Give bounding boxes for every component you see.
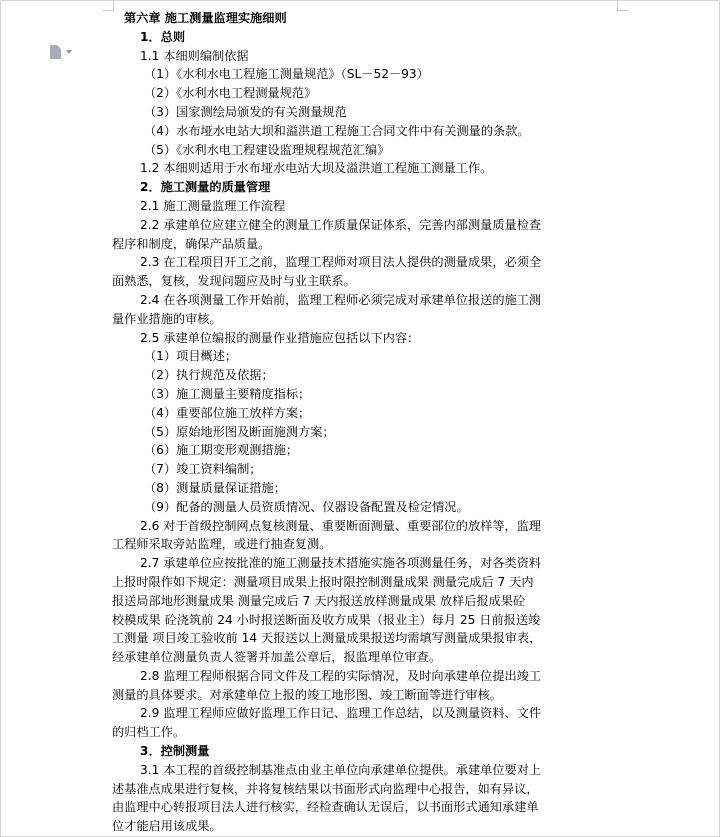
document-body [112, 9, 612, 836]
text-line: （3）施工测量主要精度指标； [144, 386, 311, 401]
section-heading: 2．施工测量的质量管理 [140, 180, 271, 195]
text-line: 校模成果 砼浇筑前 24 小时报送断面及收方成果（报业主）每月 25 日前报送竣 [112, 612, 541, 627]
text-line: （4）重要部位施工放样方案； [144, 405, 311, 420]
text-line: 2.8 监理工程师根据合同文件及工程的实际情况，及时向承建单位提出竣工 [140, 668, 542, 683]
text-line: （5）《水利水电工程建设监理规程规范汇编》 [144, 142, 390, 157]
chapter-title: 第六章 施工测量监理实施细则 [124, 11, 287, 25]
text-line: （6）施工期变形观测措施； [144, 443, 299, 458]
text-line: 工测量 项目竣工验收前 14 天报送以上测量成果报送均需填写测量成果报审表， [112, 631, 542, 646]
text-line: 由监理中心转报项目法人进行核实，经检查确认无误后，以书面形式通知承建单 [112, 800, 539, 815]
text-line: 面熟悉，复核，发现问题应及时与业主联系。 [112, 274, 356, 289]
text-line: （8）测量质量保证措施； [144, 480, 286, 495]
text-line: 1.1 本细则编制依据 [140, 48, 249, 63]
text-line: （5）原始地形图及断面施测方案； [144, 424, 335, 439]
text-line: 1.2 本细则适用于水布垭水电站大坝及溢洪道工程施工测量工作。 [140, 161, 493, 176]
text-line: 程序和制度，确保产品质量。 [112, 236, 271, 251]
text-line: 2.1 施工测量监理工作流程 [140, 198, 286, 213]
text-line: （4）水布垭水电站大坝和溢洪道工程施工合同文件中有关测量的条款。 [144, 123, 530, 138]
text-line: 经承建单位测量负责人签署并加盖公章后，报监理单位审查。 [112, 650, 442, 665]
text-line: 量作业措施的审核。 [112, 311, 222, 326]
text-line: （7）竣工资料编制； [144, 462, 262, 477]
text-line: 2.3 在工程项目开工之前，监理工程师对项目法人提供的测量成果，必须全 [140, 255, 542, 270]
text-line: 测量的具体要求。对承建单位上报的竣工地形图、竣工断面等进行审核。 [112, 687, 502, 702]
text-line: 位才能启用该成果。 [112, 819, 222, 834]
text-line: 的归档工作。 [112, 725, 186, 740]
text-line: 2.2 承建单位应建立健全的测量工作质量保证体系，完善内部测量质量检查 [140, 217, 542, 232]
text-line: （2）执行规范及依据； [144, 368, 274, 383]
section-heading: 3．控制测量 [140, 744, 210, 759]
text-line: （9）配备的测量人员资质情况、仪器设备配置及检定情况。 [144, 499, 469, 514]
crop-mark-top-right [617, 0, 628, 11]
text-line: 2.5 承建单位编报的测量作业措施应包括以下内容： [140, 330, 420, 345]
text-line: 报送局部地形测量成果 测量完成后 7 天内报送放样测量成果 放样后报成果砼 [112, 593, 526, 608]
text-line: 3.1 本工程的首级控制基准点由业主单位向承建单位提供。承建单位要对上 [140, 762, 542, 777]
text-line: （1）《水利水电工程施工测量规范》（SL－52－93） [144, 67, 429, 82]
text-line: （3）国家测绘局颁发的有关测量规范 [144, 104, 347, 119]
document-icon[interactable] [50, 45, 61, 59]
text-line: 上报时限作如下规定：测量项目成果上报时限控制测量成果 测量完成后 7 天内 [112, 574, 534, 589]
text-line: 2.4 在各项测量工作开始前，监理工程师必须完成对承建单位报送的施工测 [140, 292, 542, 307]
section-heading: 1．总则 [140, 29, 186, 44]
text-line: 工程师采取旁站监理，或进行抽查复测。 [112, 537, 332, 552]
chevron-down-icon[interactable] [66, 50, 72, 54]
text-line: （2）《水利水电工程测量规范》 [144, 86, 317, 101]
text-line: 2.7 承建单位应按批准的施工测量技术措施实施各项测量任务，对各类资料 [140, 556, 542, 571]
paragraph-lines [112, 28, 612, 836]
text-line: （1）项目概述； [144, 349, 238, 364]
text-line: 2.6 对于首级控制网点复核测量、重要断面测量、重要部位的放样等，监理 [140, 518, 542, 533]
text-line: 2.9 监理工程师应做好监理工作日记、监理工作总结，以及测量资料、文件 [140, 706, 542, 721]
text-line: 述基准点成果进行复核，并将复核结果以书面形式向监理中心报告，如有异议， [112, 781, 539, 796]
